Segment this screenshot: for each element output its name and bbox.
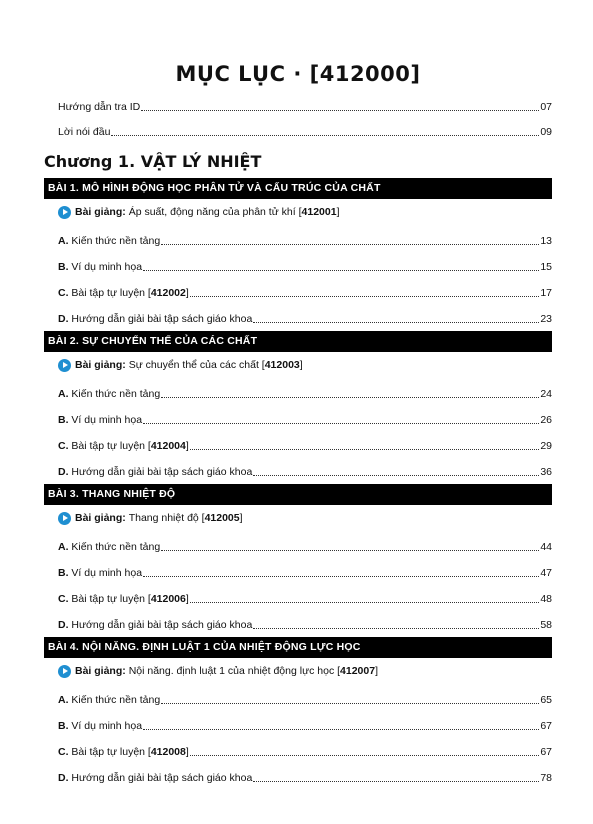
lecture-link[interactable] [44, 505, 552, 531]
dot-leader [253, 628, 539, 629]
entry-label [58, 541, 160, 553]
entry-label [58, 567, 142, 579]
lecture-text: Thang nhiệt độ [ [128, 512, 205, 524]
entry-text: Ví dụ minh họa [71, 414, 143, 426]
entry-text: Hướng dẫn giải bài tập sách giáo khoa [71, 466, 253, 478]
entry-id: 412004 [150, 440, 186, 452]
lecture-suffix: ] [336, 206, 340, 218]
page-number: 13 [540, 235, 552, 247]
entry-label [58, 261, 142, 273]
page-number: 09 [540, 126, 552, 138]
lecture-link[interactable] [44, 658, 552, 684]
entry-letter: B. [58, 567, 69, 579]
page-number: 67 [540, 720, 552, 732]
lecture-prefix: Bài giảng: [75, 665, 126, 677]
page-number: 48 [540, 593, 552, 605]
dot-leader [190, 449, 540, 450]
entry-text: Ví dụ minh họa [71, 720, 143, 732]
page-number: 44 [540, 541, 552, 553]
dot-leader [190, 602, 540, 603]
entry-text: Bài tập tự luyện [ [71, 593, 151, 605]
page-number: 67 [540, 746, 552, 758]
entry-id: 412002 [150, 287, 186, 299]
entry-label [58, 414, 142, 426]
entry-letter: D. [58, 466, 69, 478]
lecture-prefix: Bài giảng: [75, 206, 126, 218]
toc-entry[interactable] [44, 92, 552, 117]
page-number: 65 [540, 694, 552, 706]
lesson-list [44, 178, 552, 788]
lecture-suffix: ] [375, 665, 378, 677]
page-number: 24 [540, 388, 552, 400]
page-number: 26 [540, 414, 552, 426]
page-number: 17 [540, 287, 552, 299]
entry-letter: A. [58, 694, 69, 706]
dot-leader [143, 270, 539, 271]
entry-label: Lời nói đầu [58, 126, 111, 138]
chapter-heading: Chương 1. VẬT LÝ NHIỆT [44, 152, 262, 171]
entry-text: Hướng dẫn giải bài tập sách giáo khoa [71, 619, 253, 631]
toc-entry[interactable] [44, 583, 552, 609]
entry-text: Hướng dẫn giải bài tập sách giáo khoa [71, 772, 253, 784]
play-icon [58, 665, 71, 678]
toc-entry[interactable] [44, 404, 552, 430]
lesson-heading[interactable]: BÀI 1. MÔ HÌNH ĐỘNG HỌC PHÂN TỬ VÀ CẤU TRÚC CỦA CHẤT [44, 178, 552, 199]
lecture-text: Áp suất, động năng của phân tử khí [ [128, 206, 302, 218]
dot-leader [253, 781, 539, 782]
entry-text: Ví dụ minh họa [71, 261, 143, 273]
lecture-link[interactable] [44, 352, 552, 378]
entry-letter: D. [58, 619, 69, 631]
toc-page [44, 0, 552, 788]
entry-label [58, 466, 252, 478]
dot-leader [190, 296, 540, 297]
entry-text: Bài tập tự luyện [ [71, 746, 151, 758]
dot-leader [143, 729, 539, 730]
dot-leader [111, 135, 539, 136]
toc-entry[interactable] [44, 456, 552, 482]
page-number: 23 [540, 313, 552, 325]
entry-text: Kiến thức nền tảng [71, 541, 161, 553]
lecture-text: Nội năng. định luật 1 của nhiệt động lực học [ [128, 665, 341, 677]
page-number: 07 [540, 101, 552, 113]
play-icon [58, 512, 71, 525]
dot-leader [190, 755, 540, 756]
entry-label [58, 694, 160, 706]
entry-letter: D. [58, 772, 69, 784]
page-number: 47 [540, 567, 552, 579]
entry-text: Kiến thức nền tảng [71, 235, 161, 247]
entry-label: C. Bài tập tự luyện [412004] [58, 440, 189, 452]
entry-label [58, 619, 252, 631]
entry-label: C. Bài tập tự luyện [412008] [58, 746, 189, 758]
lecture-text: Sự chuyển thể của các chất [ [128, 359, 265, 371]
lesson-heading[interactable]: BÀI 3. THANG NHIỆT ĐỘ [44, 484, 552, 505]
toc-entry[interactable] [44, 557, 552, 583]
dot-leader [161, 397, 539, 398]
toc-entry[interactable] [44, 531, 552, 557]
entry-label [58, 313, 252, 325]
dot-leader [161, 244, 539, 245]
toc-entry[interactable] [44, 609, 552, 635]
toc-entry[interactable] [44, 303, 552, 329]
lecture-suffix: ] [239, 512, 243, 524]
entry-letter: A. [58, 235, 69, 247]
lecture-id: 412005 [204, 512, 240, 524]
entry-letter: A. [58, 388, 69, 400]
lecture-suffix: ] [299, 359, 303, 371]
page-number: 78 [540, 772, 552, 784]
lecture-prefix: Bài giảng: [75, 512, 126, 524]
toc-entry[interactable] [44, 430, 552, 456]
page-number: 58 [540, 619, 552, 631]
lecture-id: 412001 [301, 206, 337, 218]
lesson-heading[interactable]: BÀI 4. NỘI NĂNG. ĐỊNH LUẬT 1 CỦA NHIỆT ĐỘNG LỰC HỌC [44, 637, 552, 658]
entry-letter: C. [58, 593, 69, 605]
entry-text: Bài tập tự luyện [ [71, 287, 151, 299]
entry-label: Hướng dẫn tra ID [58, 101, 141, 113]
entry-letter: C. [58, 287, 69, 299]
dot-leader [253, 475, 539, 476]
entry-letter: B. [58, 720, 69, 732]
entry-text: Hướng dẫn giải bài tập sách giáo khoa [71, 313, 253, 325]
lesson-heading[interactable]: BÀI 2. SỰ CHUYỂN THỂ CỦA CÁC CHẤT [44, 331, 552, 352]
page-number: 15 [540, 261, 552, 273]
play-icon [58, 359, 71, 372]
dot-leader [141, 110, 539, 111]
entry-label [58, 720, 142, 732]
entry-letter: B. [58, 414, 69, 426]
entry-text: Kiến thức nền tảng [71, 388, 161, 400]
entry-text: Bài tập tự luyện [ [71, 440, 151, 452]
dot-leader [253, 322, 539, 323]
entry-letter: D. [58, 313, 69, 325]
dot-leader [161, 550, 539, 551]
page-title: MỤC LỤC · [412000] [175, 62, 421, 86]
toc-entry[interactable] [44, 277, 552, 303]
toc-entry[interactable] [44, 225, 552, 251]
lecture-id: 412007 [340, 665, 376, 677]
dot-leader [161, 703, 539, 704]
toc-entry[interactable] [44, 378, 552, 404]
entry-label [58, 772, 252, 784]
toc-entry[interactable] [44, 251, 552, 277]
toc-entry[interactable] [44, 684, 552, 710]
page-number: 36 [540, 466, 552, 478]
entry-id: 412006 [150, 593, 186, 605]
entry-letter: C. [58, 440, 69, 452]
entry-letter: A. [58, 541, 69, 553]
entry-label [58, 388, 160, 400]
entry-letter: C. [58, 746, 69, 758]
entry-id: 412008 [150, 746, 186, 758]
entry-label: C. Bài tập tự luyện [412006] [58, 593, 189, 605]
toc-entry[interactable] [44, 762, 552, 788]
toc-entry[interactable] [44, 710, 552, 736]
lecture-link[interactable] [44, 199, 552, 225]
entry-label [58, 235, 160, 247]
lecture-prefix: Bài giảng: [75, 359, 126, 371]
toc-entry[interactable] [44, 117, 552, 142]
dot-leader [143, 576, 539, 577]
lecture-id: 412003 [264, 359, 300, 371]
dot-leader [143, 423, 539, 424]
page-number: 29 [540, 440, 552, 452]
entry-letter: B. [58, 261, 69, 273]
entry-text: Ví dụ minh họa [71, 567, 143, 579]
entry-text: Kiến thức nền tảng [71, 694, 161, 706]
play-icon [58, 206, 71, 219]
toc-entry[interactable] [44, 736, 552, 762]
entry-label: C. Bài tập tự luyện [412002] [58, 287, 189, 299]
